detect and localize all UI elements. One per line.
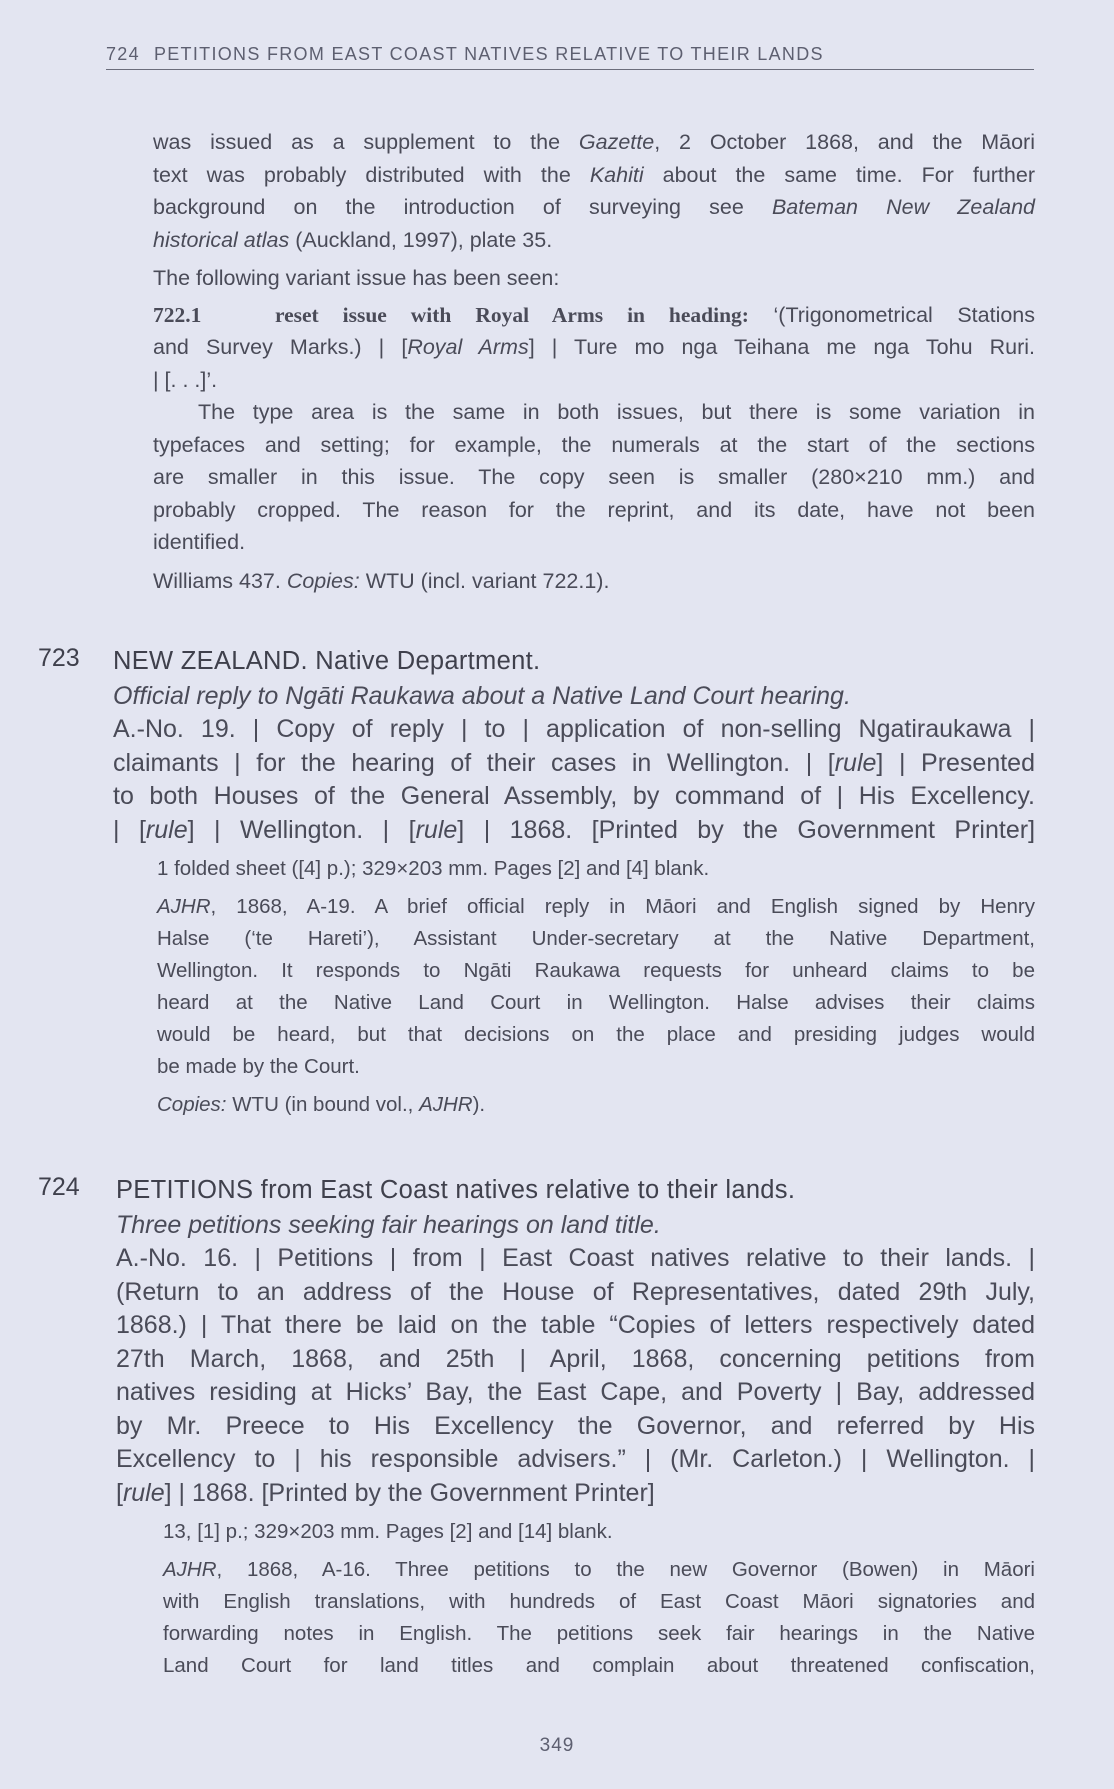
running-head-title: PETITIONS FROM EAST COAST NATIVES RELATIVE TO THEIR LANDS (153, 44, 824, 64)
text-line: A.-No. 16. | Petitions | from | East Coast natives relative to their lands. | (116, 1244, 1035, 1272)
transcribed-title (113, 713, 1035, 847)
running-head-page-number: 724 (106, 44, 140, 64)
text-line: and Survey Marks.) | [Royal Arms] | Ture mo nga Teihana me nga Tohu Ruri. (153, 335, 1035, 359)
running-head (106, 44, 1034, 70)
text-line: Land Court for land titles and complain about threatened confiscation, (163, 1654, 1035, 1677)
page-folio: 349 (539, 1735, 575, 1756)
text-line: 27th March, 1868, and 25th | April, 1868, concerning petitions from (116, 1344, 1035, 1373)
text-line: natives residing at Hicks’ Bay, the East Cape, and Poverty | Bay, addressed (116, 1378, 1035, 1406)
text-line: by Mr. Preece to His Excellency the Governor, and referred by His (116, 1411, 1035, 1440)
text-line: be made by the Court. (157, 1055, 360, 1078)
text-line: (Return to an address of the House of Representatives, dated 29th July, (116, 1277, 1035, 1306)
text-line: | [rule] | Wellington. | [rule] | 1868. [Printed by the Government Printer] (113, 815, 1036, 844)
entry-722-continuation (153, 126, 1035, 597)
entry-subtitle: Three petitions seeking fair hearings on land title. (116, 1211, 661, 1239)
text-line: to both Houses of the General Assembly, by command of | His Excellency. (113, 782, 1035, 810)
entry-subtitle: Official reply to Ngāti Raukawa about a Native Land Court hearing. (113, 682, 851, 710)
variant-heading: reset issue with Royal Arms in heading: (274, 302, 749, 327)
text-line: The type area is the same in both issues, but there is some variation in (198, 400, 1035, 424)
entry-number: 724 (38, 1173, 80, 1201)
collation: 13, [1] p.; 329×203 mm. Pages [2] and [14] blank. (163, 1520, 613, 1543)
variant-number: 722.1 (153, 302, 202, 327)
variant-intro: The following variant issue has been seen: (153, 266, 560, 290)
text-line: 1868.) | That there be laid on the table “Copies of letters respectively dated (116, 1311, 1035, 1339)
text-line: [rule] | 1868. [Printed by the Government Printer] (116, 1478, 655, 1507)
text-line: was issued as a supplement to the Gazette, 2 October 1868, and the Māori (153, 130, 1035, 154)
entry-note (163, 1554, 1035, 1682)
entry-heading: NEW ZEALAND. Native Department. (113, 647, 541, 675)
entry-number: 723 (38, 644, 80, 672)
text-line: Wellington. It responds to Ngāti Raukawa requests for unheard claims to be (157, 959, 1035, 982)
references: Williams 437. Copies: WTU (incl. variant 722.1). (153, 568, 610, 593)
entry-723 (113, 644, 1035, 1121)
copies: Copies: WTU (in bound vol., AJHR). (157, 1093, 486, 1116)
text-line: with English translations, with hundreds of East Coast Māori signatories and (163, 1590, 1035, 1613)
variant-note (153, 396, 1035, 559)
text-line: probably cropped. The reason for the reprint, and its date, have not been (153, 497, 1035, 522)
variant-heading-line: 722.1 reset issue with Royal Arms in heading: ‘(Trigonometrical Stations (153, 302, 1036, 327)
text-line: Excellency to | his responsible advisers.” | (Mr. Carleton.) | Wellington. | (116, 1445, 1035, 1473)
collation: 1 folded sheet ([4] p.); 329×203 mm. Pages [2] and [4] blank. (157, 857, 710, 880)
text-line: A.-No. 19. | Copy of reply | to | application of non-selling Ngatiraukawa | (113, 715, 1035, 743)
text-line: typefaces and setting; for example, the numerals at the start of the sections (153, 432, 1035, 457)
entry-description (163, 1516, 1035, 1682)
text-line: are smaller in this issue. The copy seen is smaller (280×210 mm.) and (153, 465, 1035, 489)
text-line: claimants | for the hearing of their cases in Wellington. | [rule] | Presented (113, 748, 1035, 777)
entry-description (157, 853, 1035, 1121)
text-line: forwarding notes in English. The petitions seek fair hearings in the Native (163, 1622, 1035, 1645)
text-line: | [. . .]’. (153, 367, 218, 392)
entry-note (157, 891, 1035, 1083)
text-line: historical atlas (Auckland, 1997), plate 35. (153, 227, 553, 252)
entry-heading: PETITIONS from East Coast natives relative to their lands. (116, 1176, 796, 1204)
text-line: would be heard, but that decisions on the place and presiding judges would (157, 1023, 1035, 1046)
text-line: heard at the Native Land Court in Wellington. Halse advises their claims (157, 991, 1035, 1014)
text-line: identified. (153, 530, 246, 554)
text-line: Halse (‘te Hareti’), Assistant Under-secretary at the Native Department, (157, 927, 1035, 950)
text-line: AJHR, 1868, A-16. Three petitions to the new Governor (Bowen) in Māori (163, 1558, 1035, 1581)
text-line: text was probably distributed with the Kahiti about the same time. For further (153, 162, 1035, 187)
transcribed-title (116, 1242, 1035, 1510)
entry-724 (116, 1173, 1035, 1682)
text-line: background on the introduction of surveying see Bateman New Zealand (153, 195, 1035, 219)
text-line: AJHR, 1868, A-19. A brief official reply in Māori and English signed by Henry (157, 895, 1035, 918)
